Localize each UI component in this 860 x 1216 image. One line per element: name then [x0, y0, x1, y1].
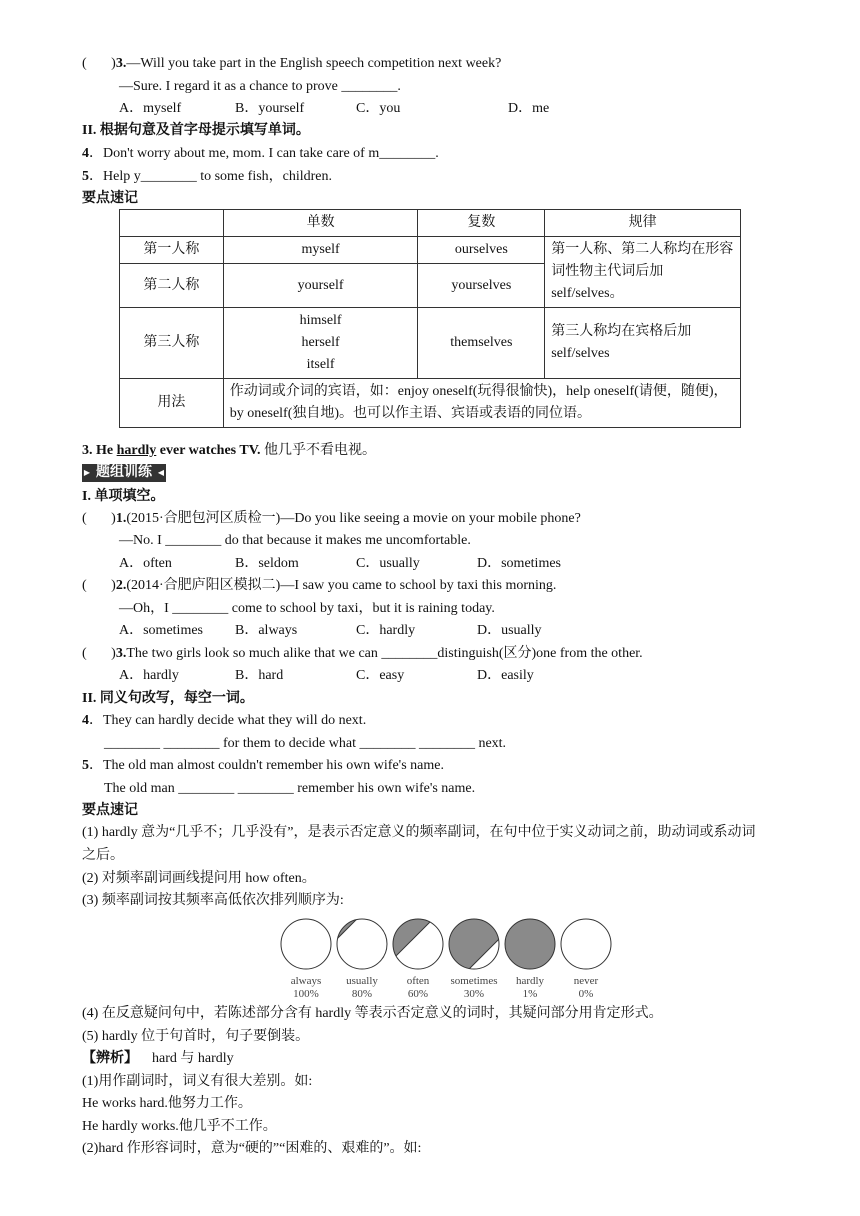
question-5: 5．The old man almost couldn't remember his own wife's name.: [82, 758, 444, 773]
table-header-cell: 单数: [223, 210, 418, 237]
table-cell: 第二人称: [120, 264, 224, 308]
analysis-example-2: He hardly works.他几乎不工作。: [82, 1119, 277, 1134]
analysis-heading: [82, 1048, 234, 1070]
frequency-label: hardly: [515, 975, 545, 987]
table-header-cell: 规律: [545, 210, 741, 237]
notes-title: 要点速记: [82, 191, 138, 206]
table-row: [120, 308, 741, 379]
option-b: B．hard: [235, 668, 284, 683]
frequency-percent: 0%: [578, 988, 594, 1000]
option-b: B．yourself: [235, 101, 305, 116]
option-c: C．easy: [356, 668, 405, 683]
note-4: (4) 在反意疑问句中，若陈述部分含有 hardly 等表示否定意义的词时，其疑问部分用肯定形式。: [82, 1006, 663, 1021]
frequency-circle-always: [276, 914, 337, 975]
section-title: II. 根据句意及首字母提示填写单词。: [82, 123, 310, 138]
table-cell-usage: 作动词或介词的宾语，如：enjoy oneself(玩得很愉快)，help oneself(请便，随便)，by oneself(独自地)。也可以作主语、宾语或表语的同位语。: [223, 379, 740, 428]
table-cell: 第一人称: [120, 237, 224, 264]
analysis-topic: hard 与 hardly: [152, 1051, 234, 1066]
table-cell-rule: 第一人称、第二人称均在形容词性物主代词后加self/selves。: [545, 237, 741, 308]
option-b: B．always: [235, 623, 298, 638]
option-d: D．usually: [477, 623, 542, 638]
table-cell: himself herself itself: [223, 308, 418, 379]
table-cell: ourselves: [418, 237, 545, 264]
question-4-blank: ________ ________ for them to decide what ________ ________ next.: [104, 736, 507, 751]
table-cell: myself: [223, 237, 418, 264]
section-title: II. 同义句改写，每空一词。: [82, 691, 254, 706]
practice-tag: [82, 463, 166, 483]
question-reply: —Oh，I ________ come to school by taxi，but it is raining today.: [119, 601, 495, 616]
table-cell: yourselves: [418, 264, 545, 308]
question-5-blank: The old man ________ ________ remember his own wife's name.: [104, 781, 476, 796]
analysis-example-1: He works hard.他努力工作。: [82, 1096, 252, 1111]
frequency-percent: 80%: [351, 988, 373, 1000]
table-cell: 用法: [120, 379, 224, 428]
question-4-top: 4．Don't worry about me, mom. I can take care of m________.: [82, 146, 439, 161]
question-text: —Will you take part in the English speech competition next week?: [126, 56, 502, 71]
question-3: ( )3.The two girls look so much alike that we can ________distinguish(区分)one from the other.: [82, 646, 643, 661]
play-right-icon: ▶: [82, 464, 92, 482]
frequency-label: always: [290, 975, 322, 987]
question-1: ( )1.(2015·合肥包河区质检一)—Do you like seeing a movie on your mobile phone?: [82, 511, 581, 526]
question-reply: —Sure. I regard it as a chance to prove ________.: [119, 79, 401, 94]
table-row: [120, 210, 741, 237]
frequency-circles-figure: [276, 914, 616, 1002]
option-c: C．hardly: [356, 623, 416, 638]
note-3: (3) 频率副词按其频率高低依次排列顺序为:: [82, 893, 344, 908]
table-cell: yourself: [223, 264, 418, 308]
option-b: B．seldom: [235, 556, 299, 571]
option-a: A．myself: [119, 101, 182, 116]
table-cell: themselves: [418, 308, 545, 379]
option-a: A．often: [119, 556, 172, 571]
frequency-label: never: [573, 975, 599, 987]
analysis-title: 【辨析】: [82, 1051, 138, 1066]
option-a: A．hardly: [119, 668, 179, 683]
question-number: 3.: [115, 56, 127, 71]
question-2: ( )2.(2014·合肥庐阳区模拟二)—I saw you came to school by taxi this morning.: [82, 578, 557, 593]
analysis-point-2: (2)hard 作形容词时，意为“硬的”“困难的、艰难的”。如:: [82, 1141, 422, 1156]
question-3-top: ( )3.—Will you take part in the English speech competition next week?: [82, 56, 502, 71]
notes-title: 要点速记: [82, 803, 138, 818]
table-cell-rule: 第三人称均在宾格后加self/selves: [545, 308, 741, 379]
frequency-percent: 60%: [407, 988, 429, 1000]
option-d: D．sometimes: [477, 556, 561, 571]
table-header-cell: 复数: [418, 210, 545, 237]
practice-tag-label: 题组训练: [92, 464, 156, 482]
option-d: D．easily: [477, 668, 534, 683]
table-row: [120, 237, 741, 264]
frequency-percent: 30%: [463, 988, 485, 1000]
frequency-label: often: [406, 975, 430, 987]
note-1-cont: 之后。: [82, 848, 124, 863]
table-header-cell: [120, 210, 224, 237]
option-c: C．usually: [356, 556, 420, 571]
note-1: (1) hardly 意为“几乎不；几乎没有”，是表示否定意义的频率副词，在句中位于实义动词之前，助动词或系动词: [82, 825, 756, 840]
point-heading: 3. He hardly ever watches TV. 他几乎不看电视。: [82, 443, 377, 458]
note-2: (2) 对频率副词画线提问用 how often。: [82, 871, 316, 886]
option-c: C．you: [356, 101, 401, 116]
frequency-percent: 1%: [522, 988, 538, 1000]
play-left-icon: ◀: [156, 464, 166, 482]
question-reply: —No. I ________ do that because it makes me uncomfortable.: [119, 533, 471, 548]
frequency-circle-never: [561, 919, 611, 969]
question-5-top: 5．Help y________ to some fish，children.: [82, 169, 333, 184]
frequency-label: sometimes: [450, 975, 498, 987]
reflexive-pronoun-table: [119, 209, 741, 428]
note-5: (5) hardly 位于句首时，句子要倒装。: [82, 1029, 310, 1044]
table-cell: 第三人称: [120, 308, 224, 379]
question-4: 4．They can hardly decide what they will do next.: [82, 713, 367, 728]
analysis-point-1: (1)用作副词时，词义有很大差别。如:: [82, 1074, 313, 1089]
section-title: I. 单项填空。: [82, 489, 165, 504]
highlight-word: hardly: [116, 443, 157, 458]
option-d: D．me: [508, 101, 550, 116]
table-row: [120, 379, 741, 428]
option-a: A．sometimes: [119, 623, 203, 638]
frequency-label: usually: [346, 975, 378, 987]
frequency-percent: 100%: [293, 988, 319, 1000]
